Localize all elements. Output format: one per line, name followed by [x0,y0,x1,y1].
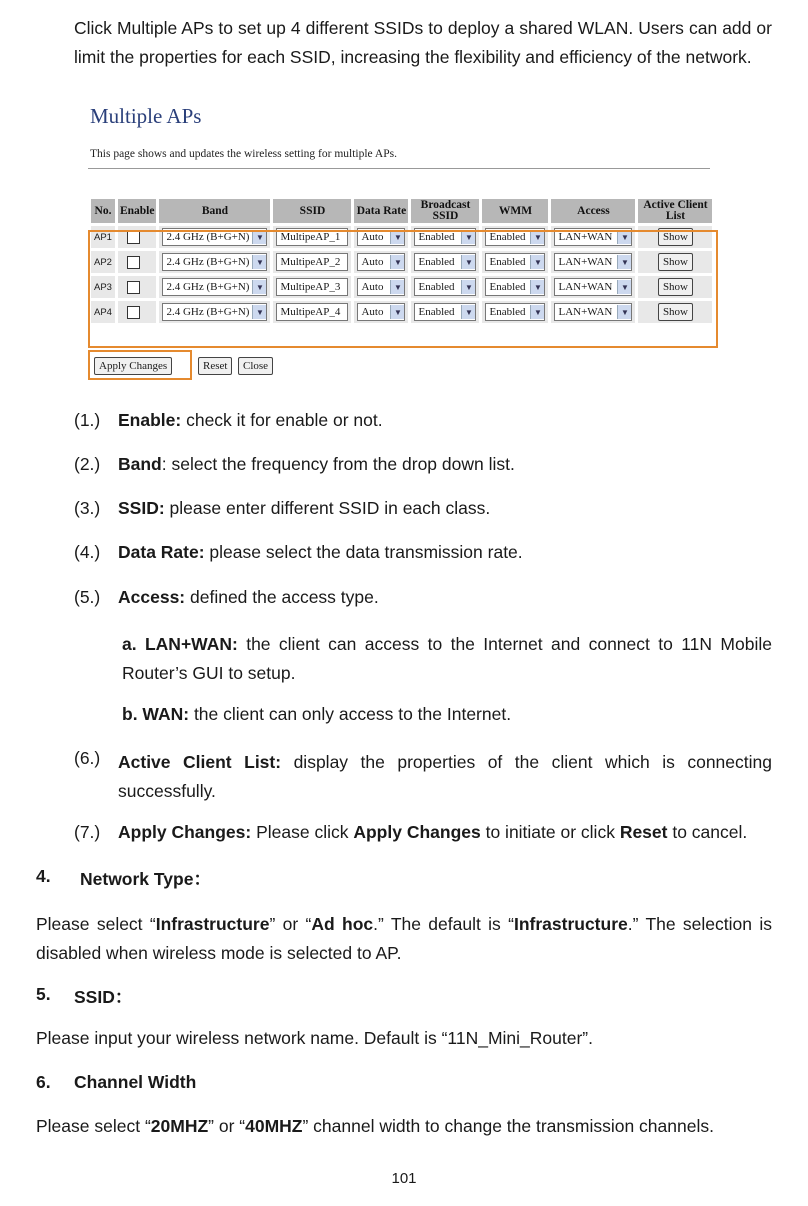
data-rate-value: Auto [361,231,384,243]
sub-item-a-label: a. LAN+WAN: [122,634,238,654]
screenshot-description: This page shows and updates the wireless setting for multiple APs. [90,148,397,160]
item-6-text: display the properties of the client which is connecting successfully. [118,752,772,801]
ssid-input[interactable]: MultipeAP_1 [276,228,348,246]
section-5-body: Please input your wireless network name. Default is “11N_Mini_Router”. [36,1028,594,1048]
broadcast-value: Enabled [418,281,455,293]
chevron-down-icon: ▼ [461,255,475,269]
col-enable: Enable [118,199,157,223]
item-3-label: SSID: [118,498,165,518]
item-7-text: Please click [251,822,354,842]
item-1-label: Enable: [118,410,182,430]
s6-b2: 40MHZ [245,1116,303,1136]
wmm-value: Enabled [489,306,526,318]
item-7-label: Apply Changes: [118,822,252,842]
chevron-down-icon: ▼ [461,305,475,319]
ap-number: AP1 [94,232,112,243]
chevron-down-icon: ▼ [617,305,631,319]
item-4 [118,542,523,563]
access-value: LAN+WAN [558,231,613,243]
item-1-number: (1.) [74,410,101,430]
page-number: 101 [391,1170,417,1187]
access-value: LAN+WAN [558,281,613,293]
sub-item-b-label: b. WAN: [122,704,190,724]
item-6 [118,748,772,806]
ssid-input[interactable]: MultipeAP_4 [276,303,348,321]
chevron-down-icon: ▼ [252,230,266,244]
section-6-title: Channel Width [74,1072,197,1092]
s4-b2: Ad hoc [311,914,374,934]
band-value: 2.4 GHz (B+G+N) [166,281,250,293]
band-value: 2.4 GHz (B+G+N) [166,231,250,243]
item-1-text: check it for enable or not. [181,410,383,430]
broadcast-value: Enabled [418,256,455,268]
item-4-number: (4.) [74,542,101,562]
item-5-text: defined the access type. [185,587,379,607]
chevron-down-icon: ▼ [390,230,404,244]
s4-t2: ” or “ [269,914,312,934]
sub-item-a [122,630,772,688]
chevron-down-icon: ▼ [252,255,266,269]
chevron-down-icon: ▼ [530,280,544,294]
item-7-apply: Apply Changes [353,822,481,842]
item-7-number: (7.) [74,822,101,842]
chevron-down-icon: ▼ [617,280,631,294]
data-rate-value: Auto [361,306,384,318]
ap-number: AP3 [94,282,112,293]
item-7-text-2: to initiate or click [480,822,620,842]
s6-t1: Please select “ [36,1116,151,1136]
band-value: 2.4 GHz (B+G+N) [166,256,250,268]
chevron-down-icon: ▼ [252,280,266,294]
chevron-down-icon: ▼ [617,255,631,269]
intro-paragraph: Click Multiple APs to set up 4 different SSIDs to deploy a shared WLAN. Users can add or limit the properties for each SSID, increasing the flexibility and efficiency of the network. [74,18,772,67]
broadcast-value: Enabled [418,306,455,318]
data-rate-value: Auto [361,256,384,268]
col-no: No. [91,199,115,223]
section-4-number: 4. [36,866,51,886]
item-7-reset: Reset [619,822,668,842]
data-rate-value: Auto [361,281,384,293]
section-6-body [36,1116,714,1137]
item-2-text: : select the frequency from the drop down list. [161,454,515,474]
chevron-down-icon: ▼ [252,305,266,319]
col-access: Access [551,199,635,223]
item-7-text-3: to cancel. [667,822,748,842]
item-3-text: please enter different SSID in each class. [164,498,491,518]
ap-number: AP4 [94,307,112,318]
band-value: 2.4 GHz (B+G+N) [166,306,250,318]
item-5-number: (5.) [74,587,101,607]
show-clients-button[interactable]: Show [658,278,693,296]
sub-item-a-text: the client can access to the Internet and connect to 11N Mobile Router’s GUI to setup. [122,634,772,683]
broadcast-value: Enabled [418,231,455,243]
screenshot-title: Multiple APs [90,104,202,128]
chevron-down-icon: ▼ [530,255,544,269]
item-4-text: please select the data transmission rate. [204,542,523,562]
chevron-down-icon: ▼ [617,230,631,244]
s4-b1: Infrastructure [155,914,270,934]
col-broadcast-ssid: Broadcast SSID [411,199,479,223]
chevron-down-icon: ▼ [390,280,404,294]
col-ssid: SSID [273,199,351,223]
divider [88,168,710,169]
item-2 [118,454,515,475]
section-4-title: Network Type： [80,869,211,889]
sub-item-b [122,704,511,725]
access-value: LAN+WAN [558,256,613,268]
item-3-number: (3.) [74,498,101,518]
col-active-client-list: Active Client List [638,199,712,223]
ap-number: AP2 [94,257,112,268]
item-2-label: Band [118,454,162,474]
ssid-input[interactable]: MultipeAP_2 [276,253,348,271]
s6-t2: ” or “ [208,1116,246,1136]
col-data-rate: Data Rate [354,199,408,223]
s4-b3: Infrastructure [513,914,628,934]
col-wmm: WMM [482,199,548,223]
item-4-label: Data Rate: [118,542,205,562]
s6-t3: ” channel width to change the transmission channels. [302,1116,714,1136]
item-6-label: Active Client List: [118,752,282,772]
item-5 [118,587,379,608]
wmm-value: Enabled [489,256,526,268]
access-value: LAN+WAN [558,306,613,318]
item-2-number: (2.) [74,454,101,474]
show-clients-button[interactable]: Show [658,253,693,271]
chevron-down-icon: ▼ [530,305,544,319]
wmm-value: Enabled [489,231,526,243]
item-1 [118,410,383,431]
section-6-number: 6. [36,1072,51,1092]
s4-t4: .” The selection is disabled when wireless mode is selected to AP. [36,914,772,963]
chevron-down-icon: ▼ [530,230,544,244]
section-4-body [36,910,772,968]
sub-item-b-text: the client can only access to the Internet. [189,704,512,724]
chevron-down-icon: ▼ [461,230,475,244]
show-clients-button[interactable]: Show [658,228,693,246]
col-band: Band [159,199,270,223]
ssid-input[interactable]: MultipeAP_3 [276,278,348,296]
multiple-aps-screenshot [84,104,716,382]
s4-t3: .” The default is “ [373,914,514,934]
chevron-down-icon: ▼ [461,280,475,294]
section-5-title: SSID： [74,987,133,1007]
s6-b1: 20MHZ [150,1116,209,1136]
show-clients-button[interactable]: Show [658,303,693,321]
item-6-number: (6.) [74,748,101,768]
item-5-label: Access: [118,587,186,607]
section-5-number: 5. [36,984,51,1004]
close-button[interactable]: Close [238,357,273,375]
s4-t1: Please select “ [36,914,156,934]
chevron-down-icon: ▼ [390,305,404,319]
chevron-down-icon: ▼ [390,255,404,269]
rows-highlight [88,230,718,348]
apply-changes-button[interactable]: Apply Changes [94,357,172,375]
item-3 [118,498,490,519]
reset-button[interactable]: Reset [198,357,232,375]
wmm-value: Enabled [489,281,526,293]
item-7 [118,822,747,843]
